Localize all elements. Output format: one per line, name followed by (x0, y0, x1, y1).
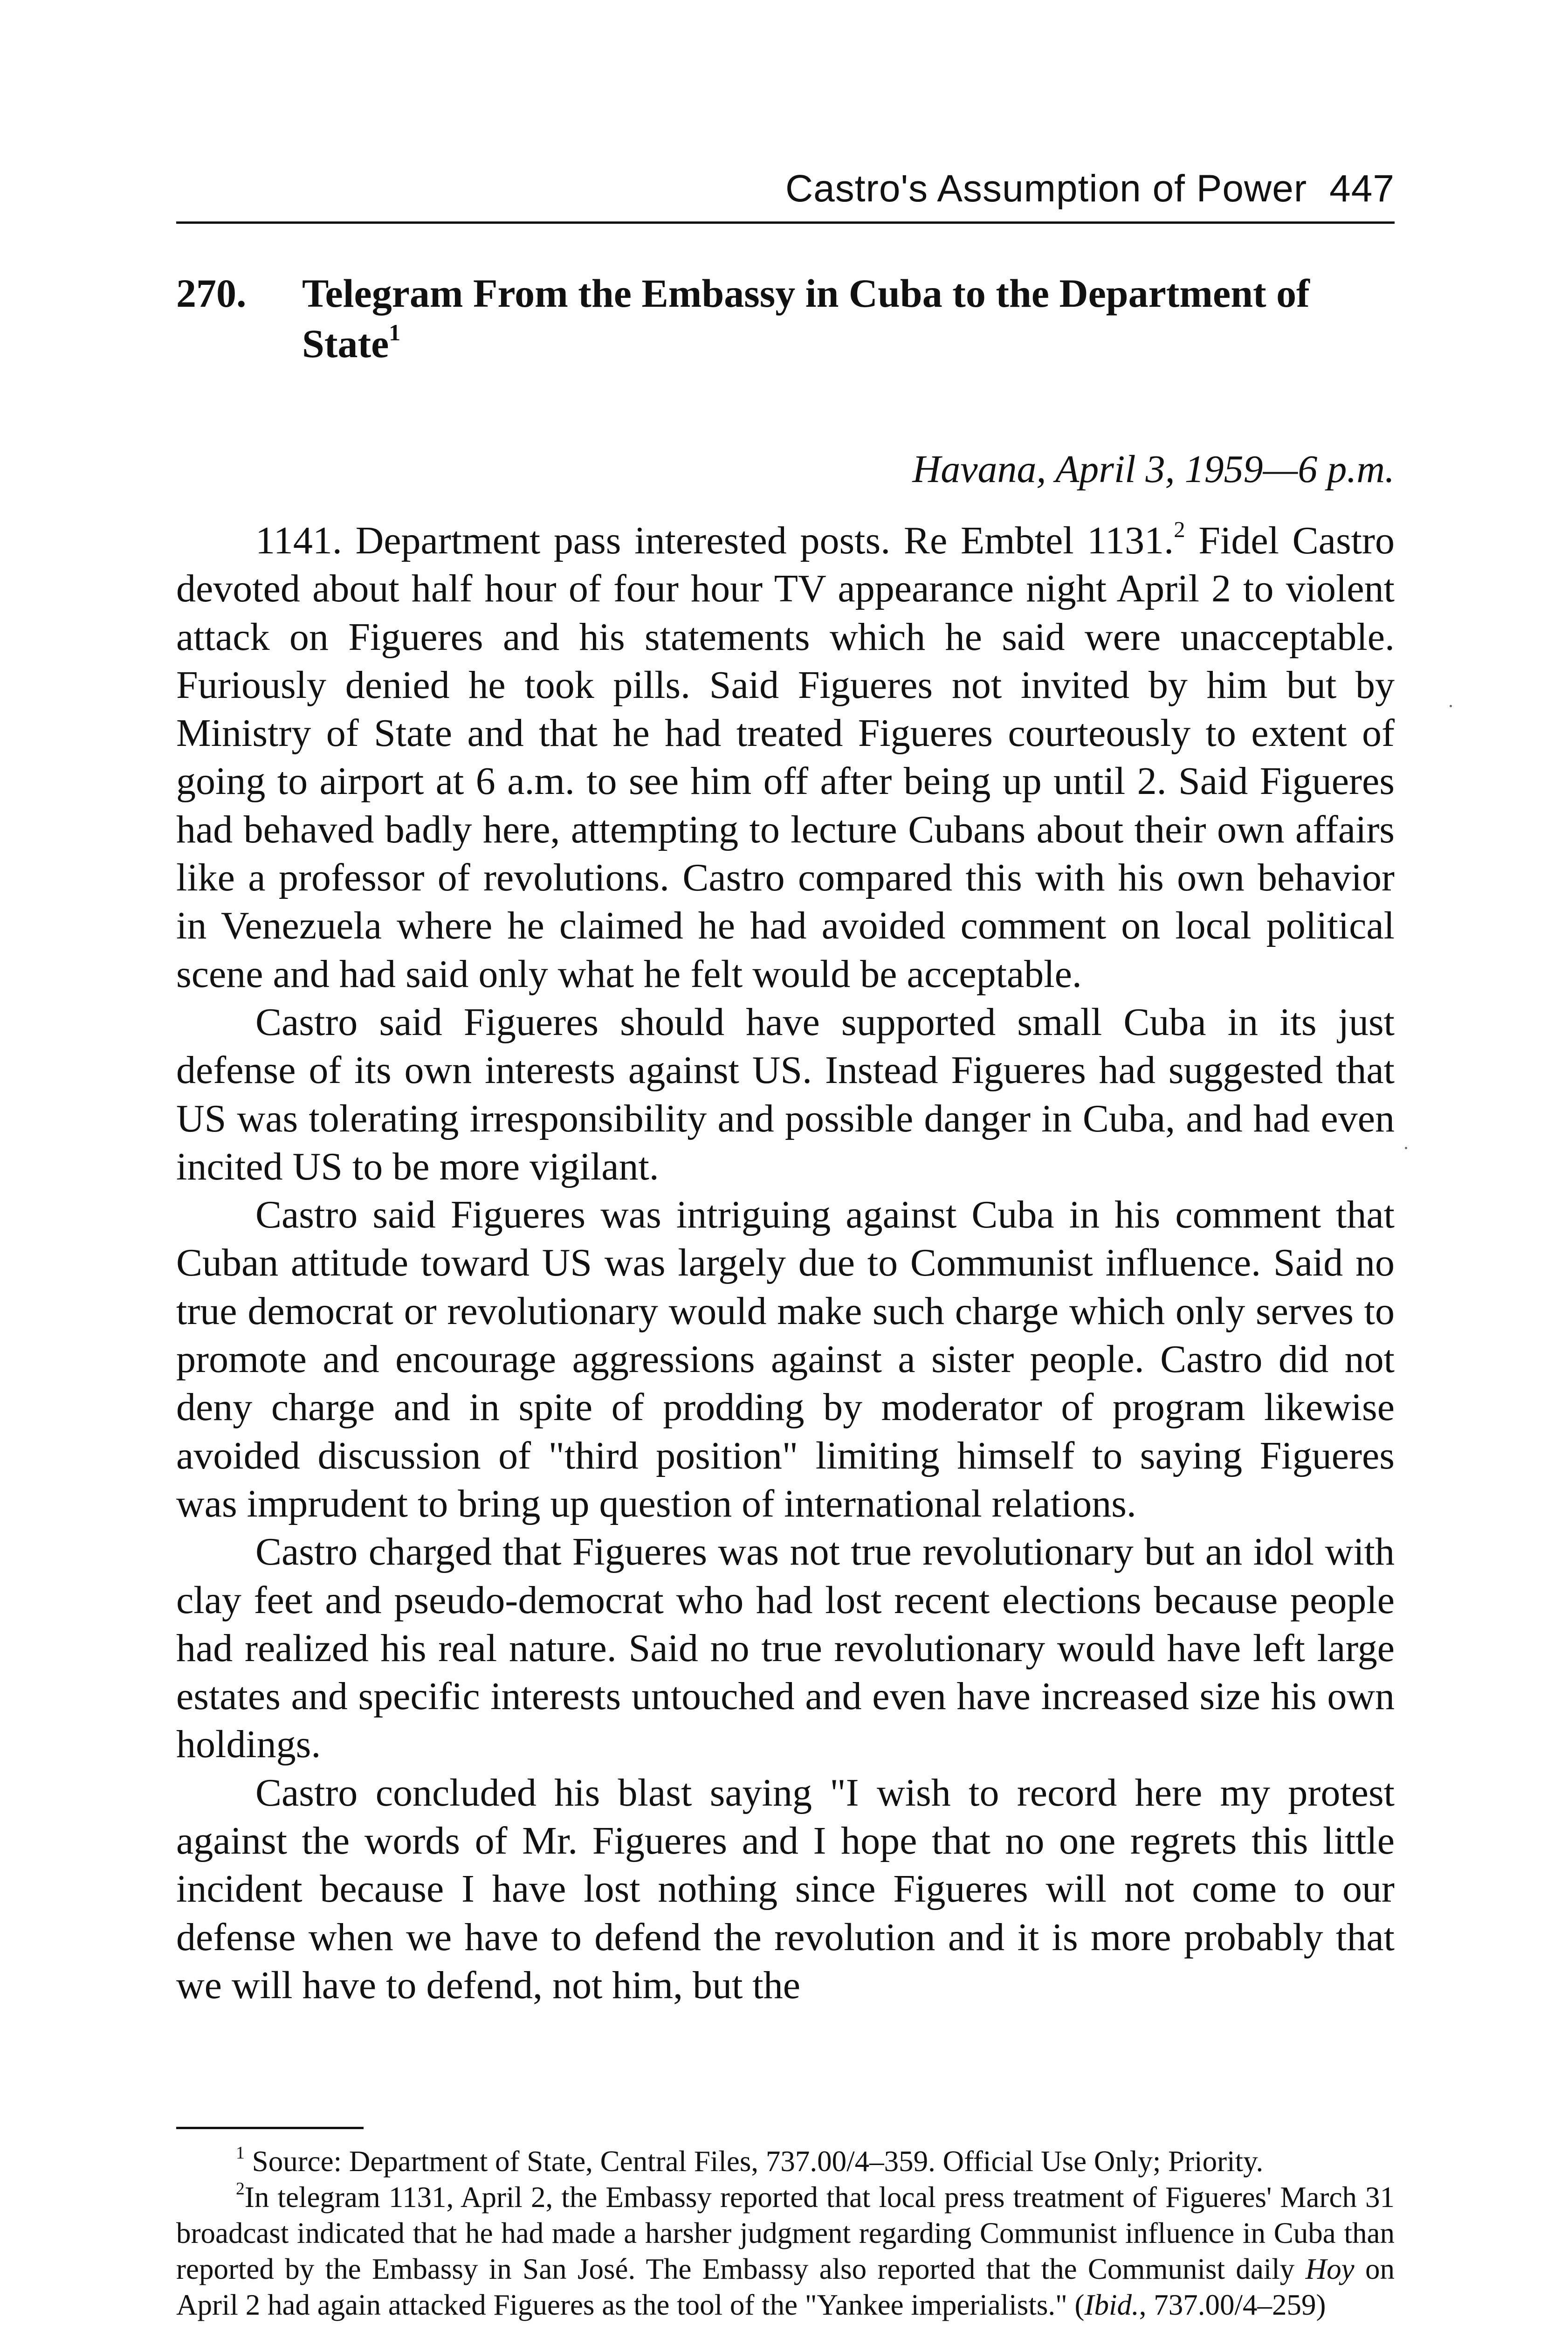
body-paragraph-5: Castro concluded his blast saying "I wish to record here my protest against the words of Mr. Figueres and I hope that no one regrets this little incident because I have lost nothing since Figueres will not come to our defense when we have to defend the revolution and it is more probably that we will have to defend, not him, but the (176, 1771, 1395, 2007)
footnote-1 (176, 2144, 1395, 2179)
body-paragraph-3: Castro said Figueres was intriguing against Cuba in his comment that Cuban attitude toward US was largely due to Communist influence. Said no true democrat or revolutionary would make such charge which only serves to promote and encourage aggressions against a sister people. Castro did not deny charge and in spite of prodding by moderator of program likewise avoided discussion of "third position" limiting himself to saying Figueres was imprudent to bring up question of international relations. (176, 1193, 1395, 1525)
dateline: Havana, April 3, 1959—6 p.m. (912, 448, 1395, 491)
document-page (176, 0, 1395, 2331)
footnote-rule (176, 2127, 364, 2129)
page-number: 447 (1329, 167, 1395, 210)
running-head-title: Castro's Assumption of Power (785, 167, 1307, 210)
document-title (302, 268, 1395, 369)
footnote-2 (176, 2179, 1395, 2323)
scan-speck (1405, 1147, 1407, 1149)
scan-speck (1450, 705, 1452, 707)
footnote-ref-2: 2 (1174, 517, 1185, 542)
footnote-2-marker: 2 (236, 2179, 245, 2199)
body-paragraph-1 (176, 517, 1395, 998)
footnote-2-text-c: , 737.00/4–259) (1139, 2289, 1326, 2321)
body-p1-part2: Fidel Castro devoted about half hour of four hour TV appearance night April 2 to violent attack on Figueres and his statements which he said were unacceptable. Furiously denied he took pills. Said Figueres not invited by him but by Ministry of State and that he had treated Figueres courteously to extent of going to airport at 6 a.m. to see him off after being up until 2. Said Figueres had behaved badly here, attempting to lecture Cubans about their own affairs like a professor of revolutions. Castro compared this with his own behavior in Venezuela where he claimed he had avoided comment on local political scene and had said only what he felt would be acceptable. (176, 519, 1395, 996)
body-paragraph-2: Castro said Figueres should have supported small Cuba in its just defense of its own interests against US. Instead Figueres had suggested that US was tolerating irresponsibility and possible danger in Cuba, and had even incited US to be more vigilant. (176, 1000, 1395, 1188)
footnote-2-newspaper: Hoy (1305, 2253, 1355, 2285)
document-title-text: Telegram From the Embassy in Cuba to the Department of State (302, 271, 1310, 366)
footnote-1-text: Source: Department of State, Central Files, 737.00/4–359. Official Use Only; Priority. (252, 2145, 1264, 2178)
footnote-1-marker: 1 (236, 2143, 245, 2163)
running-head (785, 166, 1395, 212)
footnote-2-ibid: Ibid. (1084, 2289, 1139, 2321)
header-rule (176, 221, 1395, 224)
footnote-2-text-b: on April 2 had again attacked Figueres as the tool of the "Yankee imperialists." ( (176, 2253, 1395, 2321)
body-p1-part1: 1141. Department pass interested posts. Re Embtel 1131. (255, 519, 1174, 562)
document-number: 270. (176, 271, 247, 316)
footnote-2-text-a: In telegram 1131, April 2, the Embassy reported that local press treatment of Figueres' March 31 broadcast indicated that he had made a harsher judgment regarding Communist influence in Cuba than reported by the Embassy in San José. The Embassy also reported that the Communist daily (176, 2181, 1395, 2285)
document-heading (176, 268, 1395, 369)
body-paragraph-4: Castro charged that Figueres was not true revolutionary but an idol with clay feet and pseudo-democrat who had lost recent elections because people had realized his real nature. Said no true revolutionary would have left large estates and specific interests untouched and even have increased size his own holdings. (176, 1530, 1395, 1766)
footnotes (176, 2144, 1395, 2323)
telegram-body (176, 517, 1395, 2009)
footnote-ref-1: 1 (389, 320, 401, 346)
